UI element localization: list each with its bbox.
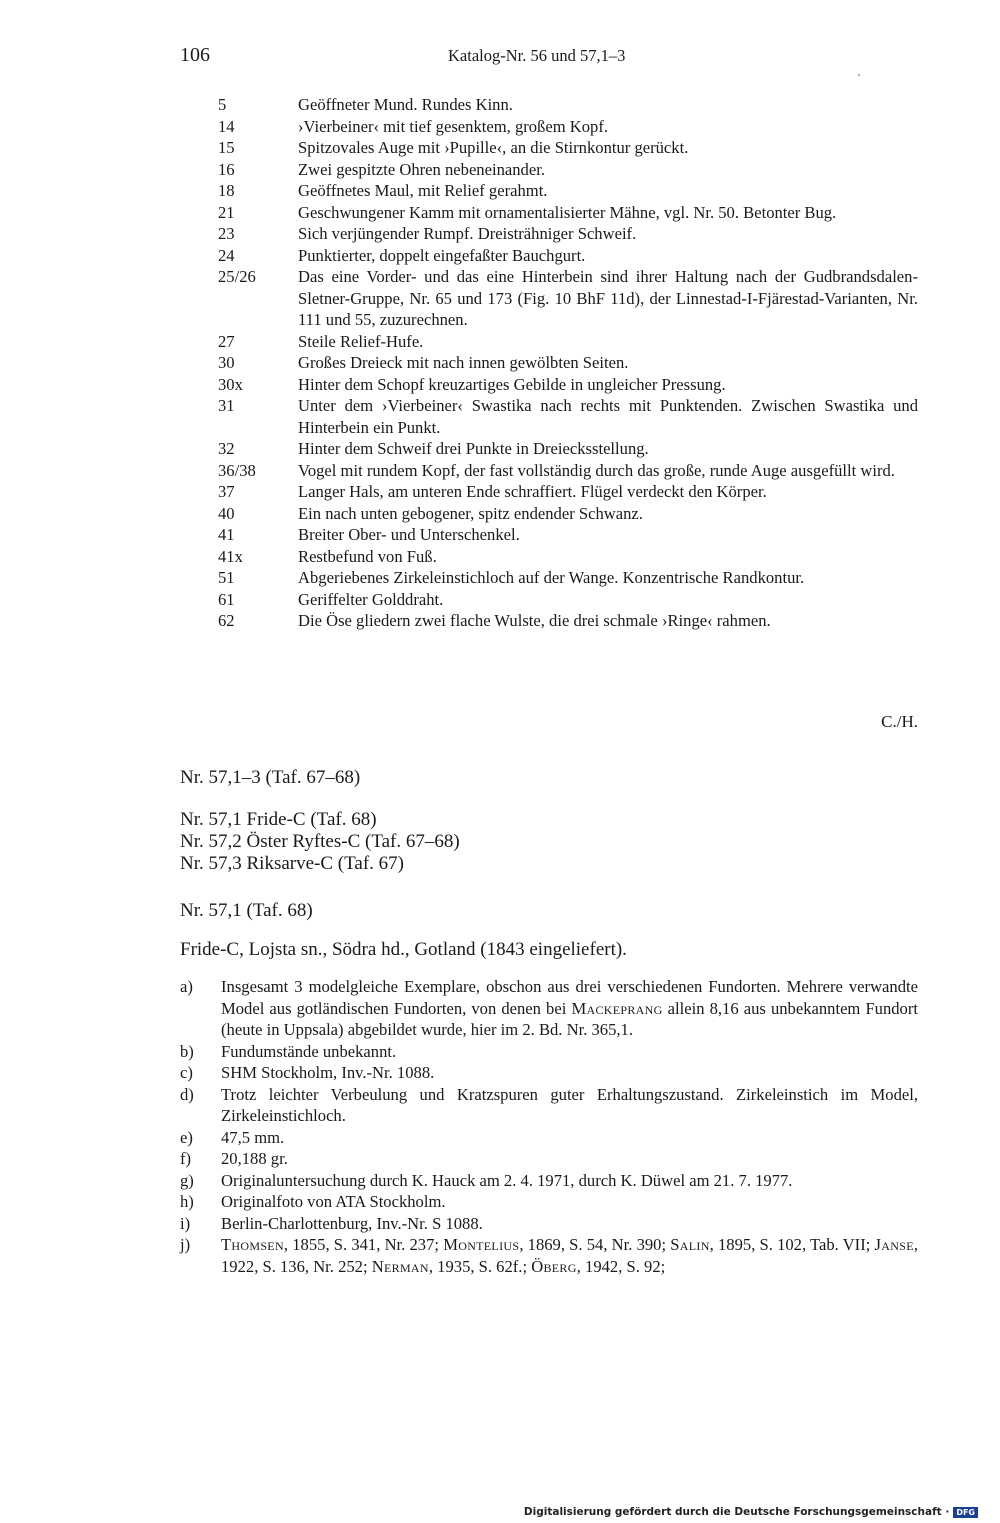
entry-text: Restbefund von Fuß. bbox=[298, 546, 437, 566]
catalog-entries bbox=[218, 94, 918, 632]
detail-label: d) bbox=[180, 1084, 194, 1104]
detail-a bbox=[180, 976, 918, 1041]
detail-e bbox=[180, 1127, 918, 1149]
entry-number: 40 bbox=[218, 503, 235, 523]
entry-number: 18 bbox=[218, 181, 235, 200]
entry-text: Die Öse gliedern zwei flache Wulste, die drei schmale ›Ringe‹ rahmen. bbox=[298, 611, 771, 630]
author-name: Mackeprang bbox=[571, 998, 663, 1018]
detail-d bbox=[180, 1084, 918, 1127]
entry-text: Abgeriebenes Zirkeleinstichloch auf der Wange. Konzentrische Randkontur. bbox=[298, 568, 805, 587]
entry-row bbox=[218, 266, 918, 331]
entry-number: 16 bbox=[218, 159, 235, 179]
detail-text: Fundumstände unbekannt. bbox=[221, 1041, 397, 1061]
entry-text: Ein nach unten gebogener, spitz endender Schwanz. bbox=[298, 503, 643, 523]
entry-row bbox=[218, 460, 918, 482]
entry-text: ›Vierbeiner‹ mit tief gesenktem, großem Kopf. bbox=[298, 116, 609, 136]
sublist bbox=[180, 809, 460, 875]
detail-g bbox=[180, 1170, 918, 1192]
group-heading: Nr. 57,1–3 (Taf. 67–68) bbox=[180, 767, 361, 788]
entry-row bbox=[218, 137, 918, 159]
speck bbox=[858, 74, 860, 76]
digitization-footer bbox=[524, 1506, 978, 1518]
entry-number: 25/26 bbox=[218, 267, 256, 286]
entry-row bbox=[218, 503, 918, 525]
detail-label: c) bbox=[180, 1063, 193, 1082]
entry-number: 30x bbox=[218, 374, 243, 394]
detail-j bbox=[180, 1234, 918, 1277]
entry-text: Langer Hals, am unteren Ende schraffiert. Flügel verdeckt den Körper. bbox=[298, 482, 767, 501]
detail-text: Originaluntersuchung durch K. Hauck am 2. 4. 1971, durch K. Düwel am 21. 7. 1977. bbox=[221, 1170, 793, 1190]
entry-text: Das eine Vorder- und das eine Hinterbein sind ihrer Haltung nach der Gudbrandsdalen-Sletner-Gruppe, Nr. 65 und 173 (Fig. 10 BhF 11d), der Linnestad-I-Fjärestad-Varianten, Nr. 111 und 55, zuzurechnen. bbox=[298, 267, 918, 329]
entry-row bbox=[218, 331, 918, 353]
entry-text: Steile Relief-Hufe. bbox=[298, 331, 424, 351]
detail-label: f) bbox=[180, 1149, 192, 1168]
detail-text: 47,5 mm. bbox=[221, 1127, 285, 1147]
detail-label: i) bbox=[180, 1213, 191, 1233]
entry-row bbox=[218, 116, 918, 138]
detail-text: SHM Stockholm, Inv.-Nr. 1088. bbox=[221, 1063, 435, 1082]
entry-text: Hinter dem Schweif drei Punkte in Dreiecksstellung. bbox=[298, 439, 649, 458]
entry-row bbox=[218, 524, 918, 546]
entry-row bbox=[218, 202, 918, 224]
detail-label: b) bbox=[180, 1041, 194, 1061]
detail-label: a) bbox=[180, 977, 193, 996]
running-head: Katalog-Nr. 56 und 57,1–3 bbox=[448, 46, 626, 65]
entry-number: 51 bbox=[218, 568, 235, 587]
entry-row bbox=[218, 481, 918, 503]
detail-text: Originalfoto von ATA Stockholm. bbox=[221, 1192, 446, 1211]
entry-number: 14 bbox=[218, 116, 235, 136]
entry-row bbox=[218, 180, 918, 202]
author-signature: C./H. bbox=[881, 712, 918, 731]
entry-number: 30 bbox=[218, 353, 235, 372]
entry-number: 41 bbox=[218, 525, 235, 544]
entry-text: Hinter dem Schopf kreuzartiges Gebilde in ungleicher Pressung. bbox=[298, 374, 726, 394]
detail-h bbox=[180, 1191, 918, 1213]
entry-number: 31 bbox=[218, 396, 235, 415]
entry-number: 62 bbox=[218, 611, 235, 630]
entry-row bbox=[218, 610, 918, 632]
entry-text: Unter dem ›Vierbeiner‹ Swastika nach rechts mit Punktenden. Zwischen Swastika und Hinterbein ein Punkt. bbox=[298, 396, 918, 437]
entry-text: Breiter Ober- und Unterschenkel. bbox=[298, 525, 520, 544]
entry-text: Geöffneter Mund. Rundes Kinn. bbox=[298, 95, 513, 114]
entry-text: Zwei gespitzte Ohren nebeneinander. bbox=[298, 159, 545, 179]
entry-row bbox=[218, 223, 918, 245]
detail-label: g) bbox=[180, 1170, 194, 1190]
entry-number: 41x bbox=[218, 546, 243, 566]
entry-number: 15 bbox=[218, 138, 235, 157]
entry-text: Großes Dreieck mit nach innen gewölbten Seiten. bbox=[298, 353, 629, 372]
entry-row bbox=[218, 395, 918, 438]
detail-f bbox=[180, 1148, 918, 1170]
entry-row bbox=[218, 94, 918, 116]
entry-row bbox=[218, 352, 918, 374]
detail-text: Thomsen, 1855, S. 341, Nr. 237; Montelius, 1869, S. 54, Nr. 390; Salin, 1895, S. 102, Tab. VII; Janse, 1922, S. 136, Nr. 252; Nerman, 1935, S. 62f.; Öberg, 1942, S. 92; bbox=[221, 1235, 918, 1276]
entry-text: Vogel mit rundem Kopf, der fast vollständig durch das große, runde Auge ausgefüllt wird. bbox=[298, 460, 895, 480]
author-name: Montelius bbox=[443, 1235, 520, 1254]
author-name: Öberg bbox=[531, 1256, 577, 1276]
entry-number: 32 bbox=[218, 439, 235, 458]
entry-row bbox=[218, 245, 918, 267]
entry-number: 61 bbox=[218, 589, 235, 609]
entry-row bbox=[218, 567, 918, 589]
detail-text: Trotz leichter Verbeulung und Kratzspuren guter Erhaltungszustand. Zirkeleinstich im Model, Zirkeleinstichloch. bbox=[221, 1084, 918, 1125]
detail-label: h) bbox=[180, 1192, 194, 1211]
detail-label: j) bbox=[180, 1235, 191, 1254]
entry-row bbox=[218, 438, 918, 460]
entry-number: 21 bbox=[218, 202, 235, 222]
dfg-logo: DFG bbox=[953, 1507, 978, 1518]
page-number: 106 bbox=[180, 44, 210, 66]
entry-row bbox=[218, 546, 918, 568]
detail-b bbox=[180, 1041, 918, 1063]
find-heading: Fride-C, Lojsta sn., Södra hd., Gotland (1843 eingeliefert). bbox=[180, 939, 627, 960]
entry-text: Sich verjüngender Rumpf. Dreisträhniger Schweif. bbox=[298, 224, 637, 243]
detail-c bbox=[180, 1062, 918, 1084]
entry-number: 23 bbox=[218, 224, 235, 243]
entry-row bbox=[218, 589, 918, 611]
author-name: Janse bbox=[874, 1235, 914, 1254]
entry-number: 37 bbox=[218, 482, 235, 501]
entry-number: 27 bbox=[218, 331, 235, 351]
sublist-item: Nr. 57,3 Riksarve-C (Taf. 67) bbox=[180, 853, 404, 874]
item-heading: Nr. 57,1 (Taf. 68) bbox=[180, 900, 313, 921]
entry-number: 36/38 bbox=[218, 460, 256, 480]
entry-text: Spitzovales Auge mit ›Pupille‹, an die Stirnkontur gerückt. bbox=[298, 138, 689, 157]
sublist-item: Nr. 57,2 Öster Ryftes-C (Taf. 67–68) bbox=[180, 831, 460, 852]
footer-text: Digitalisierung gefördert durch die Deutsche Forschungsgemeinschaft · bbox=[523, 1506, 950, 1518]
item-details bbox=[180, 976, 918, 1277]
entry-text: Geriffelter Golddraht. bbox=[298, 589, 444, 609]
entry-row bbox=[218, 374, 918, 396]
entry-row bbox=[218, 159, 918, 181]
entry-number: 5 bbox=[218, 95, 227, 114]
detail-i bbox=[180, 1213, 918, 1235]
detail-text: Insgesamt 3 modelgleiche Exemplare, obschon aus drei verschiedenen Fundorten. Mehrere verwandte Model aus gotländischen Fundorten, von denen bei Mackeprang allein 8,16 aus unbekanntem Fundort (heute in Uppsala) abgebildet wurde, hier im 2. Bd. Nr. 365,1. bbox=[221, 977, 918, 1039]
entry-text: Punktierter, doppelt eingefaßter Bauchgurt. bbox=[298, 245, 586, 265]
author-name: Salin bbox=[670, 1235, 710, 1254]
author-name: Thomsen bbox=[221, 1235, 284, 1254]
author-name: Nerman bbox=[371, 1256, 429, 1276]
detail-text: Berlin-Charlottenburg, Inv.-Nr. S 1088. bbox=[221, 1213, 483, 1233]
entry-text: Geschwungener Kamm mit ornamentalisierter Mähne, vgl. Nr. 50. Betonter Bug. bbox=[298, 202, 837, 222]
entry-number: 24 bbox=[218, 245, 235, 265]
entry-text: Geöffnetes Maul, mit Relief gerahmt. bbox=[298, 181, 548, 200]
detail-text: 20,188 gr. bbox=[221, 1149, 288, 1168]
detail-label: e) bbox=[180, 1127, 193, 1147]
sublist-item: Nr. 57,1 Fride-C (Taf. 68) bbox=[180, 809, 377, 830]
